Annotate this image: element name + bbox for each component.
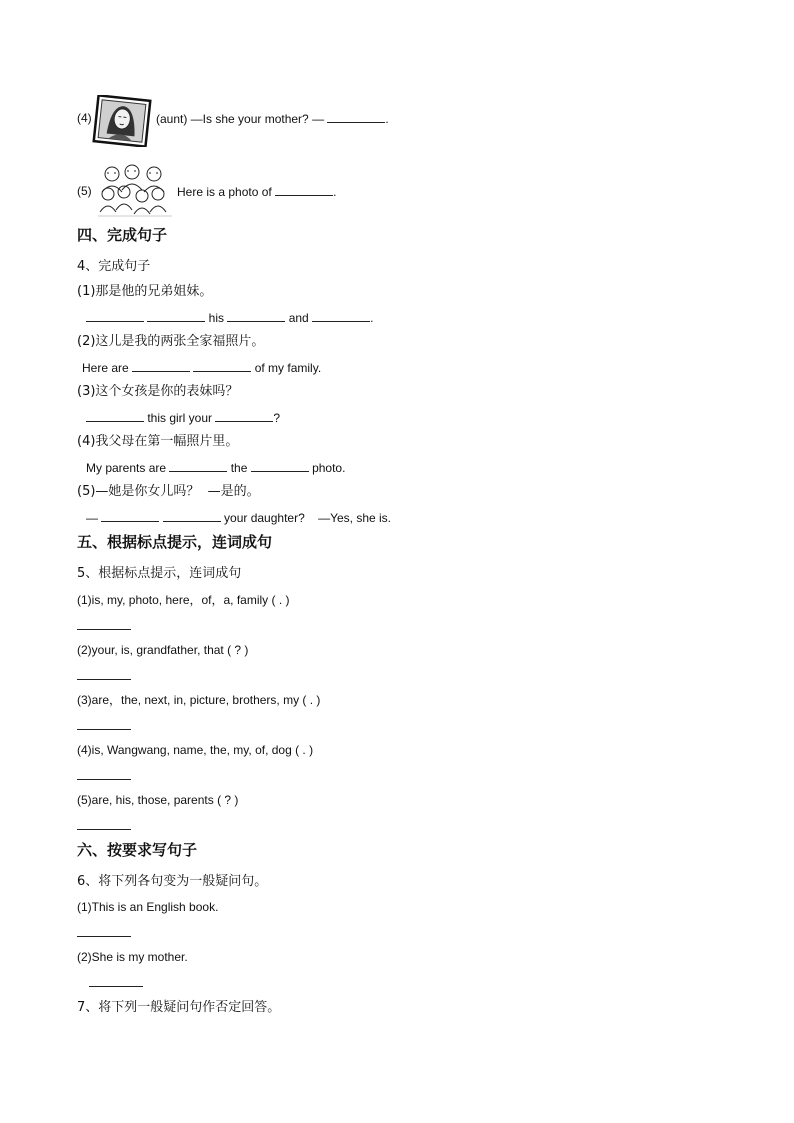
answer-blank[interactable] [86,309,144,322]
text-fragment: and [285,311,313,325]
answer-line[interactable] [77,935,131,937]
answer-line[interactable] [77,828,131,830]
s4-item-4-chinese: (4)我父母在第一幅照片里。 [77,434,239,449]
section-5-heading: 五、根据标点提示，连词成句 [77,533,273,551]
s4-item-4-english [86,459,345,476]
s4-item-1-english [86,309,373,326]
family-photo-image [94,162,174,218]
answer-blank[interactable] [227,309,285,322]
text-fragment: — [86,511,102,525]
answer-blank[interactable] [101,509,159,522]
s5-item-5: (5)are, his, those, parents ( ? ) [77,793,239,807]
answer-blank[interactable] [215,409,273,422]
text-fragment: . [370,311,374,325]
item-4-period: . [385,112,389,126]
section-4-heading: 四、完成句子 [77,226,168,244]
answer-blank[interactable] [86,409,144,422]
answer-line[interactable] [77,728,131,730]
s4-item-5-chinese: (5)—她是你女儿吗？ —是的。 [77,484,260,499]
s5-item-1: (1)is, my, photo, here，of，a, family ( . ) [77,593,290,607]
item-4-question: (aunt) —Is she your mother? — [156,112,328,126]
text-fragment: his [205,311,228,325]
answer-line[interactable] [77,778,131,780]
s4-item-3-chinese: (3)这个女孩是你的表妹吗？ [77,384,239,399]
s5-item-4: (4)is, Wangwang, name, the, my, of, dog ( . ) [77,743,314,757]
item-4-number: (4) [77,111,92,125]
item-4-text [156,110,389,127]
answer-blank[interactable] [251,459,309,472]
text-fragment: this girl your [144,411,216,425]
s6-item-1: (1)This is an English book. [77,900,219,914]
answer-blank[interactable] [147,309,205,322]
answer-line[interactable] [77,628,131,630]
text-fragment: photo. [308,461,346,475]
answer-line[interactable] [89,985,143,987]
s5-item-3: (3)are，the, next, in, picture, brothers, my ( . ) [77,693,321,707]
s6-item-2: (2)She is my mother. [77,950,188,964]
s5-item-2: (2)your, is, grandfather, that ( ? ) [77,643,249,657]
s4-item-2-chinese: (2)这儿是我的两张全家福照片。 [77,334,265,349]
text-fragment: your daughter? —Yes, she is. [220,511,392,525]
item-5-question: Here is a photo of [177,185,276,199]
answer-blank[interactable] [132,359,190,372]
s4-item-5-english [86,509,391,526]
text-fragment: Here are [82,361,133,375]
answer-blank[interactable] [169,459,227,472]
answer-blank[interactable] [327,110,385,123]
s4-item-2-english [82,359,321,376]
item-5-text [177,183,336,200]
aunt-photo-image [92,95,152,147]
text-fragment: My parents are [86,461,170,475]
answer-blank[interactable] [193,359,251,372]
text-fragment: of my family. [251,361,322,375]
question-5-title: 5、根据标点提示，连词成句 [77,566,242,581]
s4-item-1-chinese: (1)那是他的兄弟姐妹。 [77,284,213,299]
question-4-title: 4、完成句子 [77,259,151,274]
section-6-heading: 六、按要求写句子 [77,841,198,859]
answer-line[interactable] [77,678,131,680]
item-5-number: (5) [77,184,92,198]
text-fragment: ? [273,411,281,425]
item-5-period: . [333,185,337,199]
answer-blank[interactable] [312,309,370,322]
question-6-title: 6、将下列各句变为一般疑问句。 [77,874,268,889]
question-7-title: 7、将下列一般疑问句作否定回答。 [77,1000,281,1015]
s4-item-3-english [86,409,280,426]
answer-blank[interactable] [275,183,333,196]
text-fragment: the [227,461,251,475]
answer-blank[interactable] [163,509,221,522]
